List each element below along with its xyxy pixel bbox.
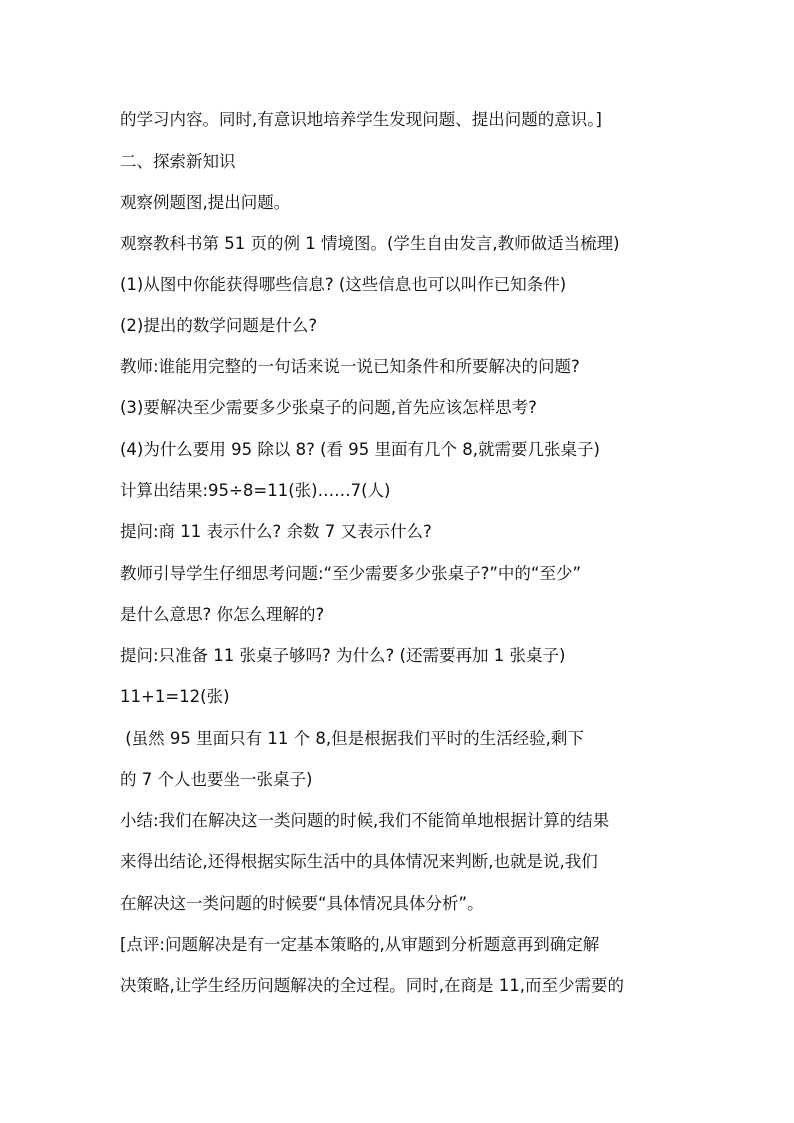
text-line: [点评:问题解决是有一定基本策略的,从审题到分析题意再到确定解: [120, 935, 600, 954]
text-line: 是什么意思? 你怎么理解的?: [120, 605, 325, 624]
text-line: 决策略,让学生经历问题解决的全过程。同时,在商是 11,而至少需要的: [120, 976, 624, 995]
text-line: 来得出结论,还得根据实际生活中的具体情况来判断,也就是说,我们: [120, 852, 598, 871]
text-line: 提问:商 11 表示什么? 余数 7 又表示什么?: [120, 522, 432, 541]
text-line: 观察例题图,提出问题。: [120, 193, 291, 212]
text-line: (3)要解决至少需要多少张桌子的问题,首先应该怎样思考?: [120, 398, 537, 417]
text-line: 教师引导学生仔细思考问题:“至少需要多少张桌子?”中的“至少”: [120, 564, 582, 583]
text-line: 小结:我们在解决这一类问题的时候,我们不能简单地根据计算的结果: [120, 811, 610, 830]
text-line: (1)从图中你能获得哪些信息? (这些信息也可以叫作已知条件): [120, 275, 567, 294]
text-line: 在解决这一类问题的时候要“具体情况具体分析”。: [120, 894, 484, 913]
text-line: (虽然 95 里面只有 11 个 8,但是根据我们平时的生活经验,剩下: [120, 729, 584, 748]
text-line: 计算出结果:95÷8=11(张)……7(人): [120, 481, 391, 500]
text-line: 观察教科书第 51 页的例 1 情境图。(学生自由发言,教师做适当梳理): [120, 234, 620, 253]
text-line: (2)提出的数学问题是什么?: [120, 316, 318, 335]
text-line: 的学习内容。同时,有意识地培养学生发现问题、提出问题的意识。]: [120, 110, 602, 129]
text-line: 11+1=12(张): [120, 687, 230, 706]
text-line: 的 7 个人也要坐一张桌子): [120, 770, 313, 789]
text-line: 教师:谁能用完整的一句话来说一说已知条件和所要解决的问题?: [120, 357, 580, 376]
section-heading: 二、探索新知识: [120, 152, 236, 171]
text-line: 提问:只准备 11 张桌子够吗? 为什么? (还需要再加 1 张桌子): [120, 646, 566, 665]
text-line: (4)为什么要用 95 除以 8? (看 95 里面有几个 8,就需要几张桌子): [120, 440, 600, 459]
